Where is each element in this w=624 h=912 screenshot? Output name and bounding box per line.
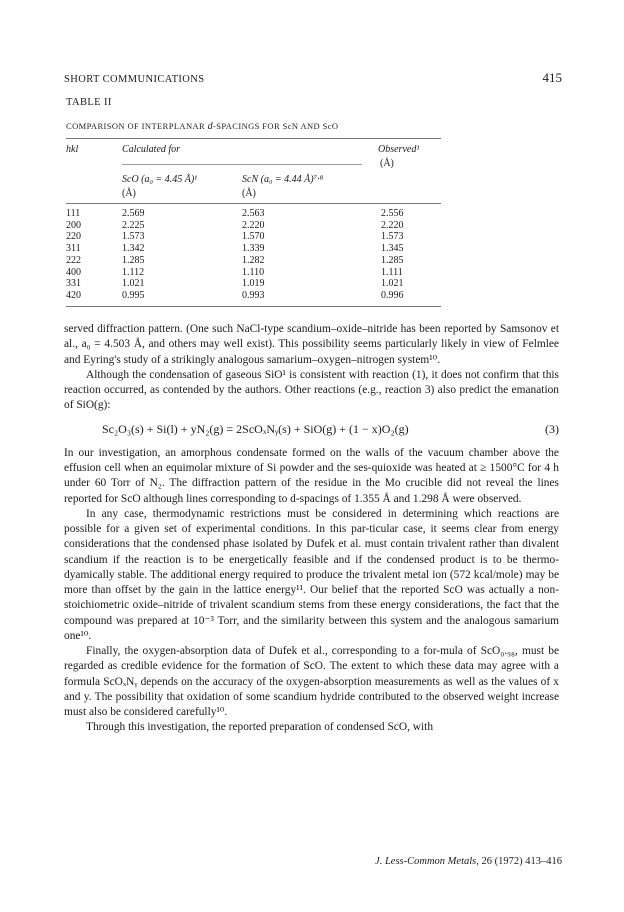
header-hkl: hkl	[66, 144, 79, 155]
header-observed: Observed¹	[378, 144, 420, 155]
table-top-rule	[66, 138, 441, 139]
table-bottom-rule	[66, 306, 441, 307]
paragraph-1: served diffraction pattern. (One such NaCl-type scandium–oxide–nitride has been reported by Samsonov et al., a₀ = 4.503 Å, and others may well exist). This possibility seems particularly likely in view of Felmlee and Eyring's study of a strikingly analogous samarium–oxygen–nitrogen system¹⁰.	[64, 323, 559, 366]
paragraph-4: In any case, thermodynamic restrictions must be considered in determining which reactions are possible for a given set of experimental conditions. In this par-ticular case, it seems clear from energy considerations that the condensed phase isolated by Dufek et al. must contain trivalent rather than divalent scandium if the reaction is to be energetically feasible and if the condensed product is to be thermo-dyamically stable. The additional energy required to produce the trivalent metal ion (572 kcal/mole) may be more than offset by the gain in the lattice energy¹¹. Our belief that the reported ScO was actually a non-stoichiometric oxide–nitride of trivalent scandium stems from these energy considerations, the fact that the compound was prepared at 10⁻³ Torr, and the similarity between this system and the analogous samarium one¹⁰.	[64, 507, 559, 642]
table-caption-pre: COMPARISON OF INTERPLANAR	[66, 121, 208, 131]
page-number: 415	[542, 70, 562, 85]
equation-body: Sc₂O₃(s) + Si(l) + yN₂(g) = 2ScOₓNᵧ(s) + SiO(g) + (1 − x)O₂(g)	[102, 421, 409, 436]
header-sco: ScO (a₀ = 4.45 Å)¹	[122, 174, 198, 185]
footer-volume: 26 (1972) 413–416	[481, 856, 562, 867]
table-label: TABLE II	[66, 97, 112, 108]
calculated-subrule	[122, 164, 362, 165]
paragraph-6: Through this investigation, the reported preparation of condensed ScO, with	[86, 721, 434, 734]
table-caption	[66, 121, 338, 132]
header-observed-unit: (Å)	[380, 158, 394, 169]
paragraph-5: Finally, the oxygen-absorption data of Dufek et al., corresponding to a for-mula of ScO₀.₉₈, must be regarded as credible evidence for the formation of ScO. The extent to which these data may agree with a formula ScOₓNᵧ depends on the accuracy of the oxygen-absorption measurements as well as the values of x and y. The possibility that oxidation of some scandium hydride contributed to the observed weight increase must also be considered carefully¹⁰.	[64, 645, 559, 718]
body-text	[64, 322, 559, 736]
column-scn: 2.563 2.220 1.570 1.339 1.282 1.110 1.019 0.993	[242, 208, 265, 301]
column-sco: 2.569 2.225 1.573 1.342 1.285 1.112 1.021 0.995	[122, 208, 145, 301]
footer-journal: J. Less-Common Metals,	[375, 856, 479, 867]
paragraph-3: In our investigation, an amorphous condensate formed on the walls of the vacuum chamber above the effusion cell when an equimolar mixture of Si powder and the ses-quioxide was heated at ≥ 1500°C for 4 h under 60 Torr of N₂. The diffraction pattern of the residue in the Mo crucible did not reveal the lines reported for ScO although lines corresponding to d-spacings of 1.355 Å and 1.298 Å were observed.	[64, 446, 559, 505]
header-scn: ScN (a₀ = 4.44 Å)⁷·⁸	[242, 174, 324, 185]
column-observed: 2.556 2.220 1.573 1.345 1.285 1.111 1.021 0.996	[381, 208, 404, 301]
header-sco-unit: (Å)	[122, 188, 136, 199]
header-scn-unit: (Å)	[242, 188, 256, 199]
running-head	[64, 70, 562, 86]
equation-number: (3)	[545, 421, 559, 436]
header-calculated: Calculated for	[122, 144, 181, 155]
table-caption-post: -SPACINGS FOR ScN AND ScO	[213, 121, 339, 131]
table-caption-d: d	[207, 121, 214, 132]
footer-citation	[375, 856, 562, 867]
table-header-rule	[66, 203, 441, 204]
running-head-title: SHORT COMMUNICATIONS	[64, 74, 205, 85]
column-hkl: 111 200 220 311 222 400 331 420	[66, 208, 81, 301]
equation-3	[64, 422, 559, 437]
paragraph-2: Although the condensation of gaseous SiO¹ is consistent with reaction (1), it does not confirm that this reaction occurred, as contended by the authors. Other reactions (e.g., reaction 3) also predict the emanation of SiO(g):	[64, 368, 559, 412]
